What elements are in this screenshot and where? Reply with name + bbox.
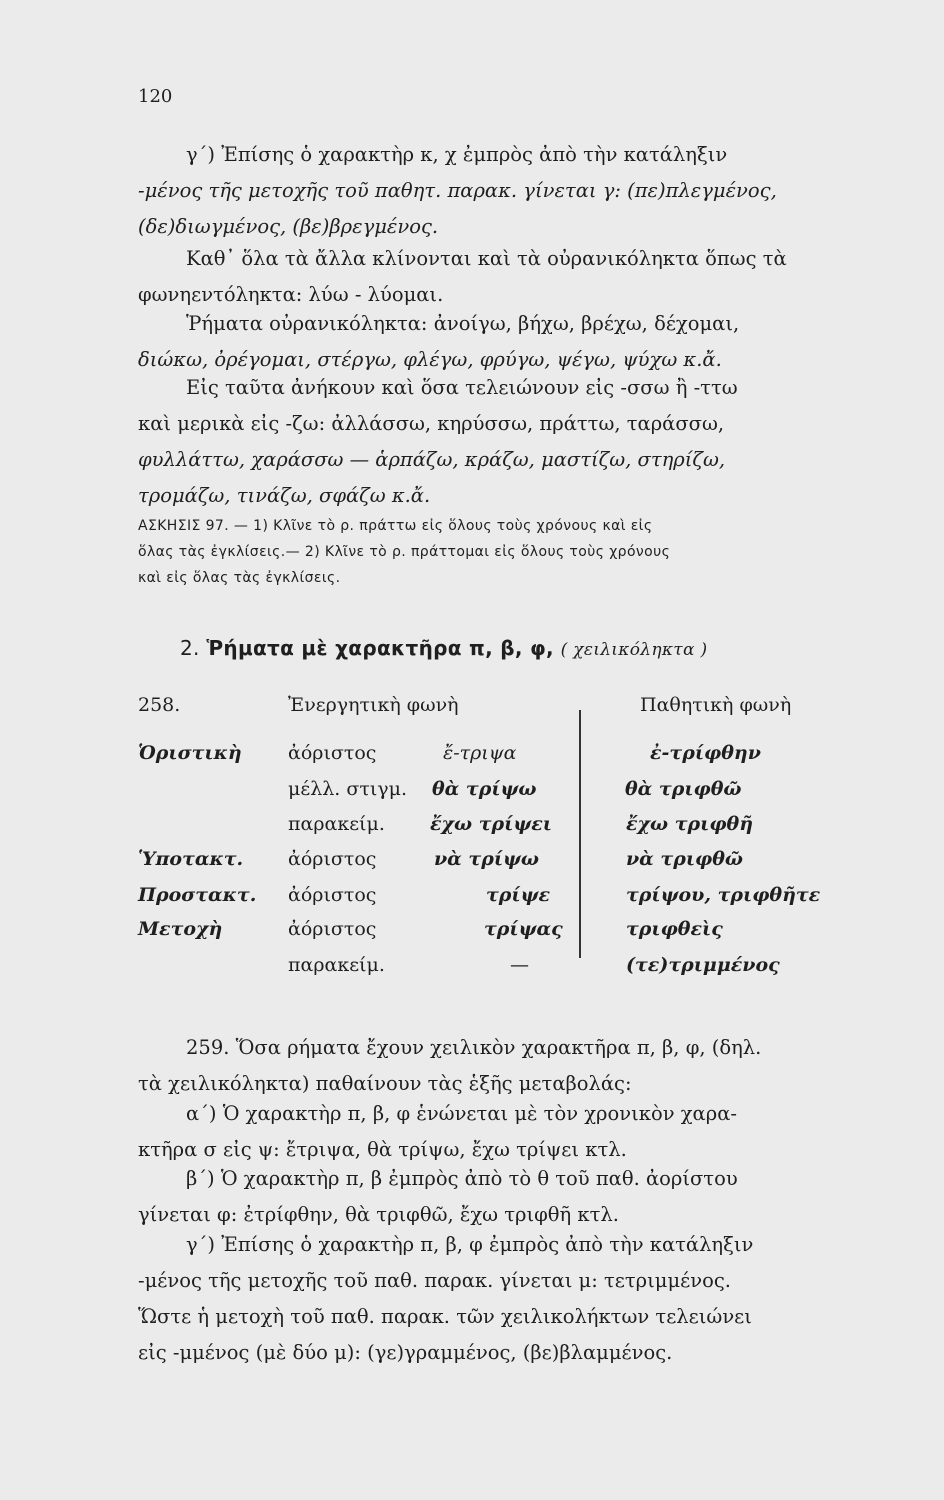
tense-label: ἀόριστος [288,848,377,870]
rule-b [138,1161,876,1233]
section-title: Ῥήματα μὲ χαρακτῆρα π, β, φ, [206,636,554,660]
paragraph-259 [138,1030,876,1102]
active-form: τρίψε [486,884,551,906]
tense-label: ἀόριστος [288,918,377,940]
text-line: Καθ᾿ ὅλα τὰ ἄλλα κλίνονται καὶ τὰ οὐρανικόληκτα ὅπως τὰ [186,247,787,270]
text-line: κτῆρα σ εἰς ψ: ἔτριψα, θὰ τρίψω, ἔχω τρίψει κτλ. [138,1138,627,1161]
passive-form: θὰ τριφθῶ [625,778,742,800]
mood-label: Προστακτ. [138,884,257,906]
text-line: Εἰς ταῦτα ἀνήκουν καὶ ὅσα τελειώνουν εἰς -σσω ἢ -ττω [186,376,738,399]
rule-c [138,1227,876,1371]
text-line: τρομάζω, τινάζω, σφάζω κ.ἄ. [138,484,431,507]
text-line: διώκω, ὀρέγομαι, στέργω, φλέγω, φρύγω, ψέγω, ψύχω κ.ἄ. [138,348,722,371]
passive-form: τρίψου, τριφθῆτε [626,884,821,906]
passive-form: τριφθεὶς [626,918,723,940]
page-number: 120 [138,86,173,107]
text-line: (δε)διωγμένος, (βε)βρεγμένος. [138,215,439,238]
active-form: — [510,954,529,976]
paragraph-participle-rule-kappa [138,137,876,245]
text-line: καὶ μερικὰ εἰς -ζω: ἀλλάσσω, κηρύσσω, πράττω, ταράσσω, [138,412,725,435]
text-line: 259. Ὅσα ρήματα ἔχουν χειλικὸν χαρακτῆρα π, β, φ, (δηλ. [186,1036,762,1059]
mood-label: Μετοχὴ [138,918,223,940]
text-line: τὰ χειλικόληκτα) παθαίνουν τὰς ἑξῆς μεταβολάς: [138,1072,632,1095]
passive-form: νὰ τριφθῶ [626,848,743,870]
mood-label: Ὁριστικὴ [138,742,242,764]
section-heading [180,636,707,660]
paragraph-velar-verbs-list [138,306,876,378]
active-voice-header: Ἐνεργητικὴ φωνὴ [288,694,459,716]
active-form: ἔχω τρίψει [430,813,552,835]
text-line: Ὥστε ἡ μετοχὴ τοῦ παθ. παρακ. τῶν χειλικολήκτων τελειώνει [138,1305,752,1328]
text-line: γ΄) Ἐπίσης ὁ χαρακτὴρ κ, χ ἐμπρὸς ἀπὸ τὴν κατάληξιν [186,143,728,166]
table-number: 258. [138,694,181,716]
active-form: θὰ τρίψω [432,778,537,800]
text-line: -μένος τῆς μετοχῆς τοῦ παθ. παρακ. γίνεται μ: τετριμμένος. [138,1269,731,1292]
tense-label: ἀόριστος [288,742,377,764]
column-divider [579,710,581,958]
text-line: γίνεται φ: ἐτρίφθην, θὰ τριφθῶ, ἔχω τριφθῆ κτλ. [138,1203,619,1226]
text-line: -μένος τῆς μετοχῆς τοῦ παθητ. παρακ. γίνεται γ: (πε)πλεγμένος, [138,179,777,202]
exercise-line: καὶ εἰς ὅλας τὰς ἐγκλίσεις. [138,570,341,586]
section-note: ( χειλικόληκτα ) [560,640,708,660]
text-line: φωνηεντόληκτα: λύω - λύομαι. [138,283,444,306]
passive-voice-header: Παθητικὴ φωνὴ [640,694,792,716]
active-form: τρίψας [484,918,563,940]
paragraph-velar-conjugation [138,241,876,313]
rule-a [138,1096,876,1168]
text-line: α΄) Ὁ χαρακτὴρ π, β, φ ἑνώνεται μὲ τὸν χρονικὸν χαρα- [186,1102,737,1125]
tense-label: ἀόριστος [288,884,377,906]
text-line: εἰς -μμένος (μὲ δύο μ): (γε)γραμμένος, (βε)βλαμμένος. [138,1341,673,1364]
active-form: ἔ-τριψα [443,742,517,764]
tense-label: παρακείμ. [288,813,385,835]
exercise-97 [138,513,876,591]
text-line: Ῥήματα οὐρανικόληκτα: ἀνοίγω, βήχω, βρέχω, δέχομαι, [186,312,740,335]
passive-form: (τε)τριμμένος [626,954,780,976]
active-form: νὰ τρίψω [434,848,540,870]
paragraph-ssw-ttw-verbs [138,370,876,514]
tense-label: μέλλ. στιγμ. [288,778,408,800]
passive-form: ἔχω τριφθῆ [626,813,754,835]
tense-label: παρακείμ. [288,954,385,976]
exercise-line: ΑΣΚΗΣΙΣ 97. — 1) Κλῖνε τὸ ρ. πράττω εἰς ὅλους τοὺς χρόνους καὶ εἰς [138,518,653,534]
mood-label: Ὑποτακτ. [138,848,244,870]
passive-form: ἐ-τρίφθην [650,742,761,764]
text-line: β΄) Ὁ χαρακτὴρ π, β ἐμπρὸς ἀπὸ τὸ θ τοῦ παθ. ἀορίστου [186,1167,738,1190]
exercise-line: ὅλας τὰς ἐγκλίσεις.— 2) Κλῖνε τὸ ρ. πράττομαι εἰς ὅλους τοὺς χρόνους [138,544,671,560]
text-line: γ΄) Ἐπίσης ὁ χαρακτὴρ π, β, φ ἐμπρὸς ἀπὸ τὴν κατάληξιν [186,1233,754,1256]
section-number: 2. [180,636,200,660]
text-line: φυλλάττω, χαράσσω — ἁρπάζω, κράζω, μαστίζω, στηρίζω, [138,448,726,471]
